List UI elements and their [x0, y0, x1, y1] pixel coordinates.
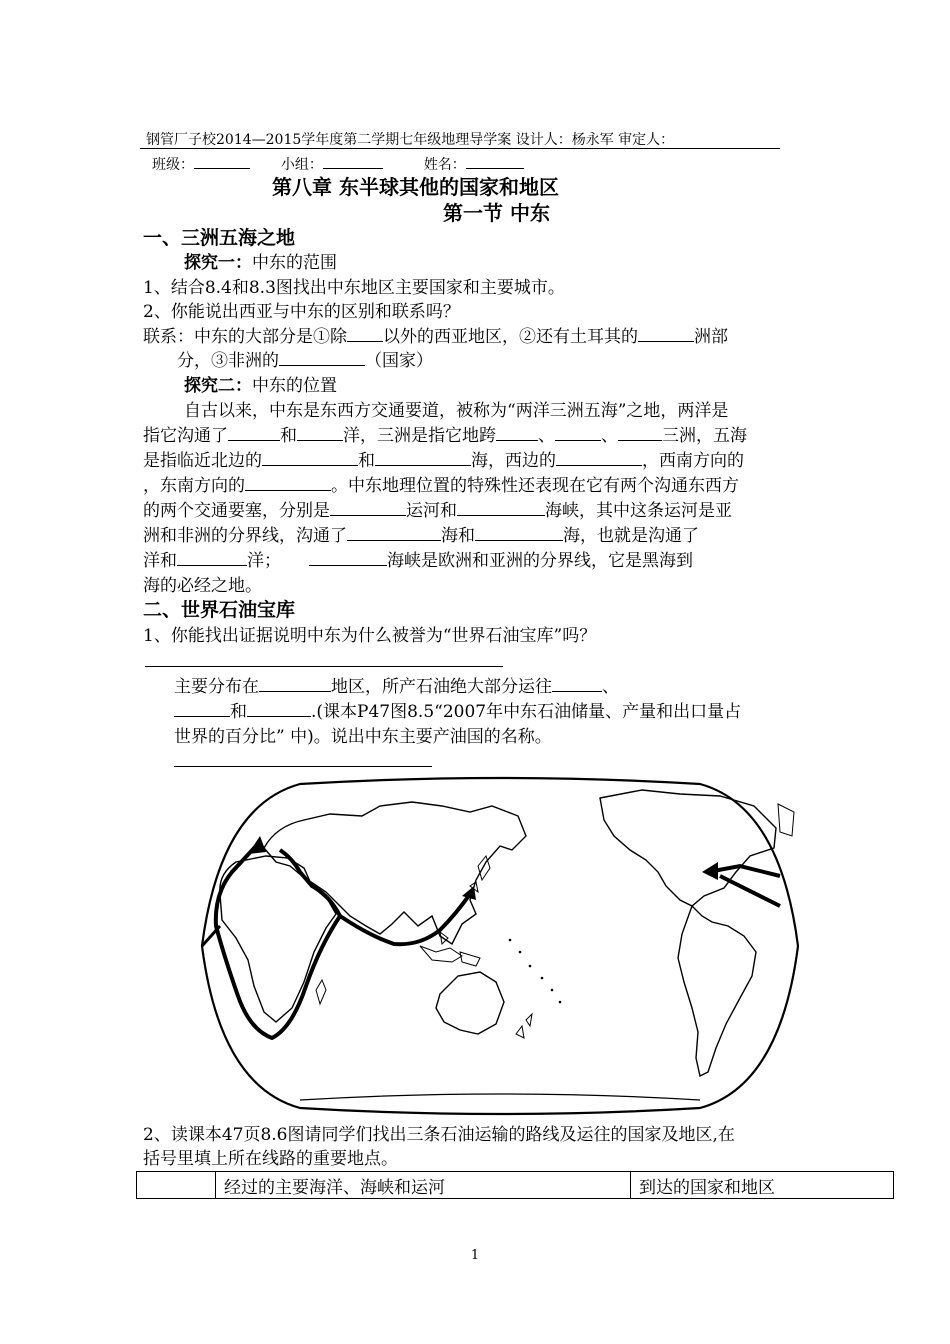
p2c: 洋，三洲是指它地跨: [343, 426, 496, 446]
header-line: 钢管厂子校2014—2015学年度第二学期七年级地理导学案 设计人：杨永军 审定人：: [146, 132, 675, 148]
blank-export1[interactable]: [552, 675, 602, 692]
map-border: [202, 778, 798, 1114]
route-table-header-cell: 经过的主要海洋、海峡和运河: [216, 1172, 631, 1199]
p6a: 洲和非洲的分界线，沟通了: [143, 526, 347, 546]
route-table-header-cell: [137, 1172, 216, 1199]
p6c: 海，也就是沟通了: [563, 526, 699, 546]
p2a: 指它沟通了: [143, 426, 228, 446]
part2-heading: 二、世界石油宝库: [143, 599, 296, 621]
blank-sea4[interactable]: [245, 474, 331, 491]
route-japan-arrow-icon: [462, 886, 476, 900]
greenland-outline: [778, 804, 794, 836]
para-line5: [143, 499, 732, 523]
link-text-a: 联系：中东的大部分是①除: [143, 327, 347, 347]
group-label: 小组：: [280, 157, 323, 173]
link-text-b: 以外的西亚地区，②还有土耳其的: [383, 327, 638, 347]
blank-sea1[interactable]: [262, 449, 358, 466]
explore2-line: [184, 374, 337, 398]
p2f: 三洲，五海: [662, 426, 747, 446]
blank-strait2[interactable]: [309, 549, 387, 566]
explore1-line: [184, 251, 337, 275]
section-title: 第一节 中东: [443, 201, 550, 225]
blank-canal[interactable]: [330, 499, 406, 516]
p3c: 海，西边的: [471, 451, 556, 471]
madagascar-outline: [316, 980, 326, 1004]
s1b: 地区，所产石油绝大部分运往: [331, 677, 552, 697]
part1-heading: 一、三洲五海之地: [143, 227, 296, 249]
s2b: .(课本P47图8.5“2007年中东石油储量、产量和出口量占: [311, 702, 742, 722]
part2-q2-line2: 括号里填上所在线路的重要地点。: [143, 1149, 398, 1169]
p2b: 和: [280, 426, 297, 446]
chapter-title: 第八章 东半球其他的国家和地区: [272, 175, 559, 199]
p3d: ，西南方向的: [642, 451, 744, 471]
route-to-america: [708, 866, 780, 876]
s1-line: [174, 675, 619, 699]
link-text-d: 分，③非洲的: [177, 351, 279, 371]
link-text-e: （国家）: [365, 351, 433, 371]
blank-except[interactable]: [347, 325, 383, 342]
blank-continent2[interactable]: [555, 424, 601, 441]
p3a: 是指临近北边的: [143, 451, 262, 471]
explore1-label: 探究一：: [184, 253, 252, 273]
link-line2: [177, 349, 433, 373]
class-label: 班级：: [152, 157, 194, 173]
route-to-japan: [340, 894, 470, 944]
blank-ocean1[interactable]: [228, 424, 280, 441]
explore2-text: 中东的位置: [252, 376, 337, 396]
para-line3: [143, 449, 744, 473]
p2e: 、: [601, 426, 618, 446]
route-table: [136, 1171, 894, 1199]
link-line1: [143, 325, 728, 349]
para-line1: 自古以来，中东是东西方交通要道，被称为“两洋三洲五海”之地，两洋是: [184, 401, 729, 421]
q2: 2、你能说出西亚与中东的区别和联系吗？: [143, 302, 460, 322]
p4b: 。中东地理位置的特殊性还表现在它有两个沟通东西方: [331, 476, 739, 496]
header-rule: [140, 148, 780, 149]
para-line4: [143, 474, 739, 498]
south-america-outline: [678, 906, 756, 1076]
route-table-header: [137, 1172, 894, 1199]
para-line2: [143, 424, 747, 448]
p7b: 洋；: [247, 551, 281, 571]
s2a: 和: [230, 702, 247, 722]
blank-africa-country[interactable]: [279, 349, 365, 366]
blank-continent3[interactable]: [618, 424, 662, 441]
p2d: 、: [538, 426, 555, 446]
p7c: 海峡是欧洲和亚洲的分界线，它是黑海到: [387, 551, 693, 571]
link-text-c: 洲部: [694, 327, 728, 347]
class-blank[interactable]: [194, 152, 250, 169]
student-info-row: [152, 152, 524, 177]
route-atlantic: [720, 876, 780, 906]
para-line6: [143, 524, 699, 548]
blank-continent1[interactable]: [496, 424, 538, 441]
explore2-label: 探究二：: [184, 376, 252, 396]
p5a: 的两个交通要塞，分别是: [143, 501, 330, 521]
australia-outline: [436, 972, 504, 1034]
p5b: 运河和: [406, 501, 457, 521]
p4a: ，东南方向的: [143, 476, 245, 496]
p6b: 海和: [441, 526, 475, 546]
part2-q2-line1: 2、读课本47页8.6图请同学们找出三条石油运输的路线及运往的国家及地区,在: [143, 1125, 735, 1145]
blank-ocean2[interactable]: [297, 424, 343, 441]
blank-strait[interactable]: [457, 499, 545, 516]
world-map: [180, 776, 820, 1116]
blank-sea2[interactable]: [375, 449, 471, 466]
route-america-arrow-icon: [702, 862, 718, 880]
group-blank[interactable]: [323, 152, 383, 169]
route-cape-to-europe: [216, 846, 340, 1038]
answer-line-evidence[interactable]: [145, 666, 503, 667]
s2-line: [174, 700, 741, 724]
p3b: 和: [358, 451, 375, 471]
antarctica-outline: [300, 1094, 700, 1100]
blank-ocean3[interactable]: [177, 549, 247, 566]
route-cape-arrow-icon: [248, 836, 266, 854]
blank-sea3[interactable]: [556, 449, 642, 466]
para-line8: 海的必经之地。: [143, 576, 262, 596]
p7a: 洋和: [143, 551, 177, 571]
blank-export3[interactable]: [247, 700, 311, 717]
page-number: 1: [470, 1248, 480, 1263]
s1a: 主要分布在: [174, 677, 259, 697]
s3-line: 世界的百分比” 中)。说出中东主要产油国的名称。: [174, 727, 552, 747]
blank-distribution[interactable]: [259, 675, 331, 692]
p5c: 海峡，其中这条运河是亚: [545, 501, 732, 521]
blank-sea5[interactable]: [347, 524, 441, 541]
blank-turkey-continent[interactable]: [638, 325, 694, 342]
pacific-islands: [509, 939, 562, 1004]
explore1-text: 中东的范围: [252, 253, 337, 273]
new-zealand-outline: [516, 1014, 532, 1038]
name-blank[interactable]: [466, 152, 524, 169]
name-label: 姓名：: [423, 157, 466, 173]
s1c: 、: [602, 677, 619, 697]
route-table-header-cell: 到达的国家和地区: [631, 1172, 894, 1199]
para-line7: [143, 549, 693, 573]
blank-export2[interactable]: [174, 700, 230, 717]
answer-line-producers[interactable]: [174, 766, 432, 767]
part2-q1: 1、你能找出证据说明中东为什么被誉为“世界石油宝库”吗？: [143, 626, 597, 646]
blank-sea6[interactable]: [475, 524, 563, 541]
q1: 1、结合8.4和8.3图找出中东地区主要国家和主要城市。: [143, 278, 565, 298]
